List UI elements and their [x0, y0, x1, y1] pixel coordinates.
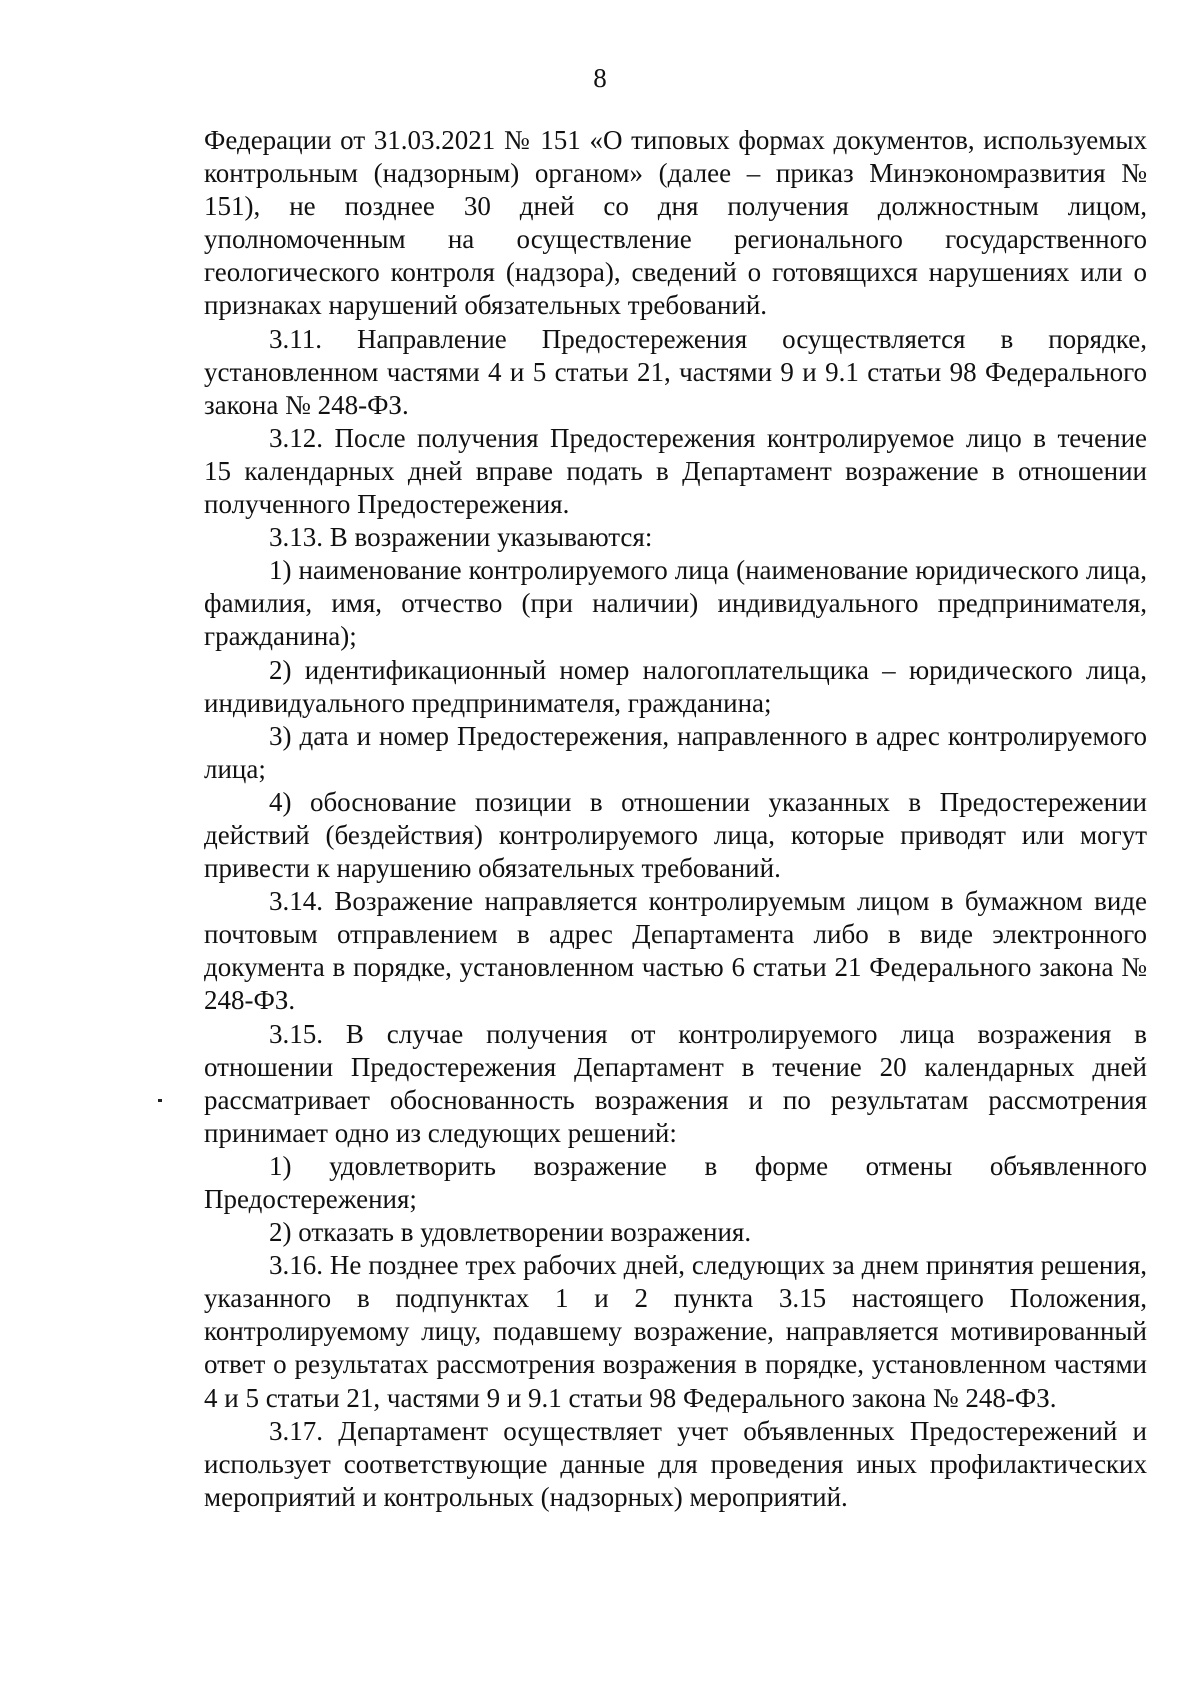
paragraph-3-16: 3.16. Не позднее трех рабочих дней, следующих за днем принятия решения, указанного в подпунктах 1 и 2 пункта 3.15 настоящего Положения, контролируемому лицу, подавшему возражение, направляется мотивированный ответ о результатах рассмотрения возражения в порядке, установленном частями 4 и 5 статьи 21, частями 9 и 9.1 статьи 98 Федерального закона № 248-ФЗ.: [204, 1250, 1147, 1413]
paragraph-3-15: 3.15. В случае получения от контролируемого лица возражения в отношении Предостережения Департамент в течение 20 календарных дней рассматривает обоснованность возражения и по результатам рассмотрения принимает одно из следующих решений:: [204, 1018, 1147, 1148]
paragraph-3-12: 3.12. После получения Предостережения контролируемое лицо в течение 15 календарных дней вправе подать в Департамент возражение в отношении полученного Предостережения.: [204, 422, 1147, 520]
list-item-3-13-2: 2) идентификационный номер налогоплательщика – юридического лица, индивидуального предпринимателя, гражданина;: [204, 654, 1147, 718]
page-number: 8: [593, 63, 607, 93]
paragraph-3-13: 3.13. В возражении указываются:: [269, 522, 653, 553]
list-item-3-15-2: 2) отказать в удовлетворении возражения.: [269, 1217, 752, 1248]
list-item-3-15-1: 1) удовлетворить возражение в форме отмены объявленного Предостережения;: [204, 1150, 1147, 1214]
list-item-3-13-1: 1) наименование контролируемого лица (наименование юридического лица, фамилия, имя, отчество (при наличии) индивидуального предпринимателя, гражданина);: [204, 555, 1147, 652]
document-body: [204, 124, 1147, 1514]
paragraph-3-14: 3.14. Возражение направляется контролируемым лицом в бумажном виде почтовым отправлением в адрес Департамента либо в виде электронного документа в порядке, установленном частью 6 статьи 21 Федерального закона № 248-ФЗ.: [204, 886, 1147, 1016]
paragraph-3-17: 3.17. Департамент осуществляет учет объявленных Предостережений и использует соответствующие данные для проведения иных профилактических мероприятий и контрольных (надзорных) мероприятий.: [204, 1415, 1147, 1512]
paragraph-continuation: Федерации от 31.03.2021 № 151 «О типовых формах документов, используемых контрольным (надзорным) органом» (далее – приказ Минэкономразвития № 151), не позднее 30 дней со дня получения должностным лицом, уполномоченным на осуществление регионального государственного геологического контроля (надзора), сведений о готовящихся нарушениях или о признаках нарушений обязательных требований.: [204, 125, 1147, 321]
paragraph-3-11: 3.11. Направление Предостережения осуществляется в порядке, установленном частями 4 и 5 статьи 21, частями 9 и 9.1 статьи 98 Федерального закона № 248-ФЗ.: [204, 323, 1147, 420]
list-item-3-13-3: 3) дата и номер Предостережения, направленного в адрес контролируемого лица;: [204, 720, 1147, 784]
list-item-3-13-4: 4) обоснование позиции в отношении указанных в Предостережении действий (бездействия) контролируемого лица, которые приводят или могут привести к нарушению обязательных требований.: [204, 786, 1147, 884]
stray-scan-mark: [158, 1099, 162, 1102]
